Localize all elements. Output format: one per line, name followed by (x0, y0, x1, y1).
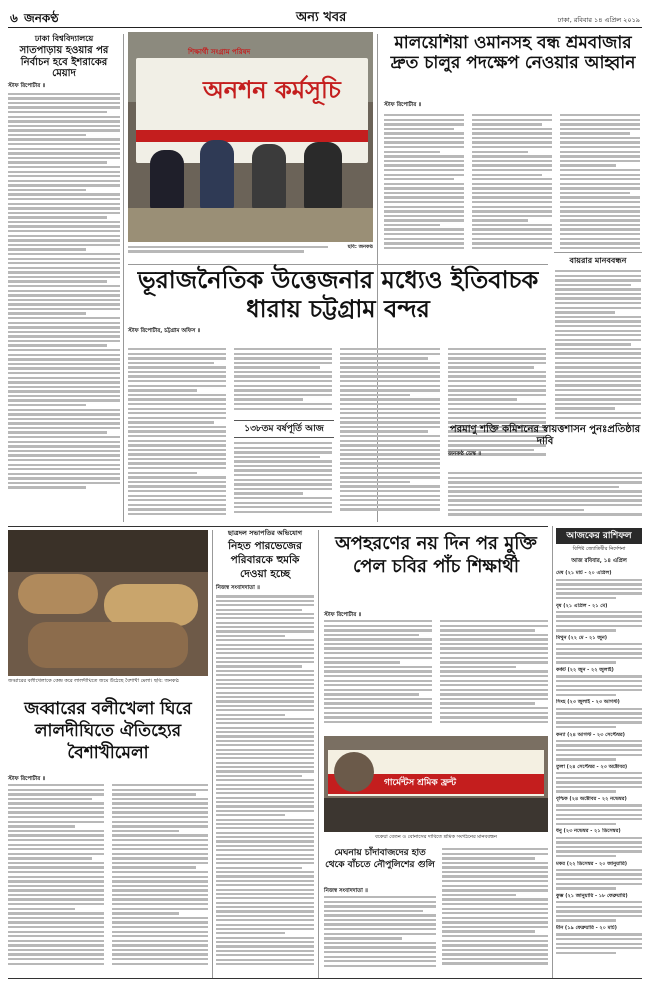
article-baishakhi-dateline: স্টাফ রিপোর্টার ॥ (8, 776, 46, 782)
rashifal-sign-title: মীন (১৯ ফেব্রুয়ারি - ২০ মার্চ) (556, 925, 617, 932)
article-malaysia-dateline: স্টাফ রিপোর্টার ॥ (384, 102, 422, 108)
issue-date: ঢাকা, রবিবার ১৪ এপ্রিল ২০১৯ (557, 16, 640, 24)
rashifal-sign-title: ধনু (২৩ নভেম্বর - ২১ ডিসেম্বর) (556, 828, 621, 835)
rashifal-sign (556, 603, 642, 632)
article-abduction-dateline: স্টাফ রিপোর্টার ॥ (324, 612, 362, 618)
floor (128, 208, 373, 242)
article-meghna-dateline: নিজস্ব সংবাদদাতা ॥ (324, 888, 368, 894)
article-abduction-body-col2 (440, 620, 548, 732)
person-2 (200, 140, 234, 210)
crowd-band-1 (8, 530, 208, 572)
rashifal-sign-title: বৃশ্চিক (২৪ অক্টোবর - ২২ নভেম্বর) (556, 796, 627, 803)
rashifal-sign-text (556, 643, 642, 664)
rashifal-sign-text (556, 933, 642, 954)
rashifal-sign-text (556, 837, 642, 858)
protest-banner-text: অনশন কর্মসূচি (203, 75, 341, 104)
rashifal-sign (556, 635, 642, 664)
rashifal-list (556, 570, 642, 954)
article-du (8, 34, 120, 520)
protest-photo (128, 32, 373, 242)
banner-stripe (136, 130, 368, 142)
rashifal-sign-title: কুম্ভ (২১ জানুয়ারি - ১৮ ফেব্রুয়ারি) (556, 892, 628, 899)
article-paramanu (448, 424, 642, 524)
rally-photo (324, 736, 548, 832)
article-ctg-body-col1 (128, 348, 226, 522)
article-paramanu-dateline: জনকণ্ঠ ডেস্ক ॥ (448, 451, 482, 457)
rashifal-sign-text (556, 804, 642, 825)
article-meghna-body-col1 (324, 896, 436, 976)
article-malaysia-body-col1 (384, 114, 464, 250)
article-ctg-body-col2b (234, 442, 332, 522)
article-family-title: নিহত পারভেজের পরিবারকে হুমকি দেওয়া হচ্ছে (228, 540, 302, 580)
article-family-dateline: নিজস্ব সংবাদদাতা ॥ (216, 585, 260, 592)
rashifal-sign (556, 764, 642, 793)
masthead (8, 8, 642, 28)
rashifal-sub: বিশিষ্ট জ্যোতিষীর নির্দেশনা (572, 546, 626, 553)
article-paramanu-body (448, 472, 642, 522)
rashifal-sign-title: সিংহ (২৩ জুলাই - ২৩ আগস্ট) (556, 699, 620, 706)
rashifal-sign (556, 828, 642, 857)
rashifal-sign-title: বৃষ (২১ এপ্রিল - ২১ মে) (556, 602, 608, 609)
rashifal-sign (556, 861, 642, 890)
rashifal-sign-title: মকর (২২ ডিসেম্বর - ২০ জানুয়ারি) (556, 860, 627, 867)
article-family-kicker: ছাত্রদল সভাপতির অভিযোগ (228, 529, 302, 537)
article-ctg-dateline: স্টাফ রিপোর্টার, চট্টগ্রাম অফিস ॥ (128, 327, 201, 334)
article-family (216, 530, 314, 976)
rashifal-sign (556, 667, 642, 696)
rashifal-sign-title: কন্যা (২৪ আগস্ট - ২৩ সেপ্টেম্বর) (556, 731, 625, 738)
rally-caption: বকেয়া বেতন ও বোনাসের দাবিতে শ্রমিক সংগঠনের মানববন্ধন (374, 834, 498, 840)
protest-photo-credit: ছবি: জনকণ্ঠ (347, 244, 373, 250)
rashifal-sign-text (556, 675, 642, 696)
article-du-title: সাতপাড়ায় হওয়ার পর নির্বাচন হবে ইশরাকের মেয়াদ (19, 45, 109, 80)
rashifal-sign-title: কর্কট (২২ জুন - ২২ জুলাই) (556, 667, 614, 674)
rashifal-header: আজকের রাশিফল (556, 528, 642, 544)
rashifal-sign-text (556, 869, 642, 890)
rashifal-sign (556, 925, 642, 954)
article-meghna-body-col2 (442, 848, 548, 976)
paper-name: জনকণ্ঠ (24, 11, 59, 25)
article-baishakhi-body-col1 (8, 784, 104, 976)
baishakhi-caption: জব্বারের বলীখেলাকে কেন্দ্র করে লালদীঘিতে জমে উঠেছে বৈশাখী মেলা। ছবি: জনকণ্ঠ (8, 678, 179, 684)
article-baishakhi-title: জব্বারের বলীখেলা ঘিরে লালদীঘিতে ঐতিহ্যের বৈশাখীমেলা (24, 699, 192, 764)
article-du-kicker: ঢাকা বিশ্ববিদ্যালয়ে (34, 33, 94, 43)
rashifal-sign-text (556, 611, 642, 632)
article-malaysia-body-col2 (472, 114, 552, 250)
article-meghna-title: মেঘনায় চাঁদাবাজদের হাত থেকে বাঁচতে নৌপুলিশের গুলি (325, 848, 435, 870)
protest-photo-caption (128, 244, 373, 260)
rashifal-sign-text (556, 901, 642, 922)
rashifal-sign (556, 699, 642, 728)
rally-crowd (324, 798, 548, 832)
article-ctg-box: ১৩৮তম বর্ষপূর্তি আজ (234, 420, 334, 438)
article-abduction-title: অপহরণের নয় দিন পর মুক্তি পেল চবির পাঁচ শিক্ষার্থী (335, 533, 537, 578)
article-abduction-body-col1 (324, 620, 432, 732)
rashifal-sign-text (556, 772, 642, 793)
rally-portrait (334, 752, 374, 792)
rashifal-sign (556, 893, 642, 922)
rashifal-date: আজ রবিবার, ১৪ এপ্রিল (571, 558, 627, 565)
rashifal-sign-title: তুলা (২৪ সেপ্টেম্বর - ২৩ অক্টোবর) (556, 763, 628, 770)
rashifal-sign (556, 570, 642, 599)
article-baishakhi-body-col2 (112, 784, 208, 976)
article-ctg-body-col3 (340, 348, 440, 522)
stall-items-3 (28, 622, 188, 668)
person-4 (304, 142, 342, 210)
article-malaysia (384, 34, 642, 250)
rashifal-sign (556, 732, 642, 761)
right-box-title: বায়রার মানববন্ধন (569, 255, 627, 265)
article-ctg-body-col2 (234, 348, 332, 418)
article-malaysia-title: মালয়েশিয়া ওমানসহ বন্ধ শ্রমবাজার দ্রুত চালুর পদক্ষেপ নেওয়ার আহ্বান (390, 34, 636, 73)
page-number: ৬ (10, 11, 18, 25)
baishakhi-photo (8, 530, 208, 676)
rashifal (556, 528, 642, 976)
rashifal-sign (556, 796, 642, 825)
article-paramanu-title: পরমাণু শক্তি কমিশনের স্বায়ত্তশাসন পুনঃপ্রতিষ্ঠার দাবি (449, 424, 641, 447)
article-du-dateline: স্টাফ রিপোর্টার ॥ (8, 82, 46, 89)
stall-items-1 (18, 574, 98, 614)
protest-banner-sub: শিক্ষার্থী সংগ্রাম পরিষদ (188, 47, 251, 56)
rally-banner-text: গার্মেন্টস শ্রমিক ফ্রন্ট (384, 778, 457, 788)
article-ctg-title: ভূরাজনৈতিক উত্তেজনার মধ্যেও ইতিবাচক ধারায় চট্টগ্রাম বন্দর (137, 265, 539, 323)
right-box-body (555, 270, 641, 420)
stall-items-2 (104, 584, 198, 626)
rashifal-sign-text (556, 740, 642, 761)
rashifal-sign-title: মিথুন (২২ মে - ২১ জুন) (556, 634, 608, 641)
person-1 (150, 150, 184, 210)
rashifal-sign-text (556, 579, 642, 600)
rashifal-sign-text (556, 708, 642, 729)
section-title: অন্য খবর (296, 10, 347, 25)
person-3 (252, 144, 286, 210)
article-family-body (216, 595, 314, 965)
article-du-body (8, 93, 120, 493)
rashifal-sign-title: মেষ (২১ মার্চ - ২০ এপ্রিল) (556, 570, 612, 577)
article-malaysia-body-col3 (560, 114, 640, 250)
